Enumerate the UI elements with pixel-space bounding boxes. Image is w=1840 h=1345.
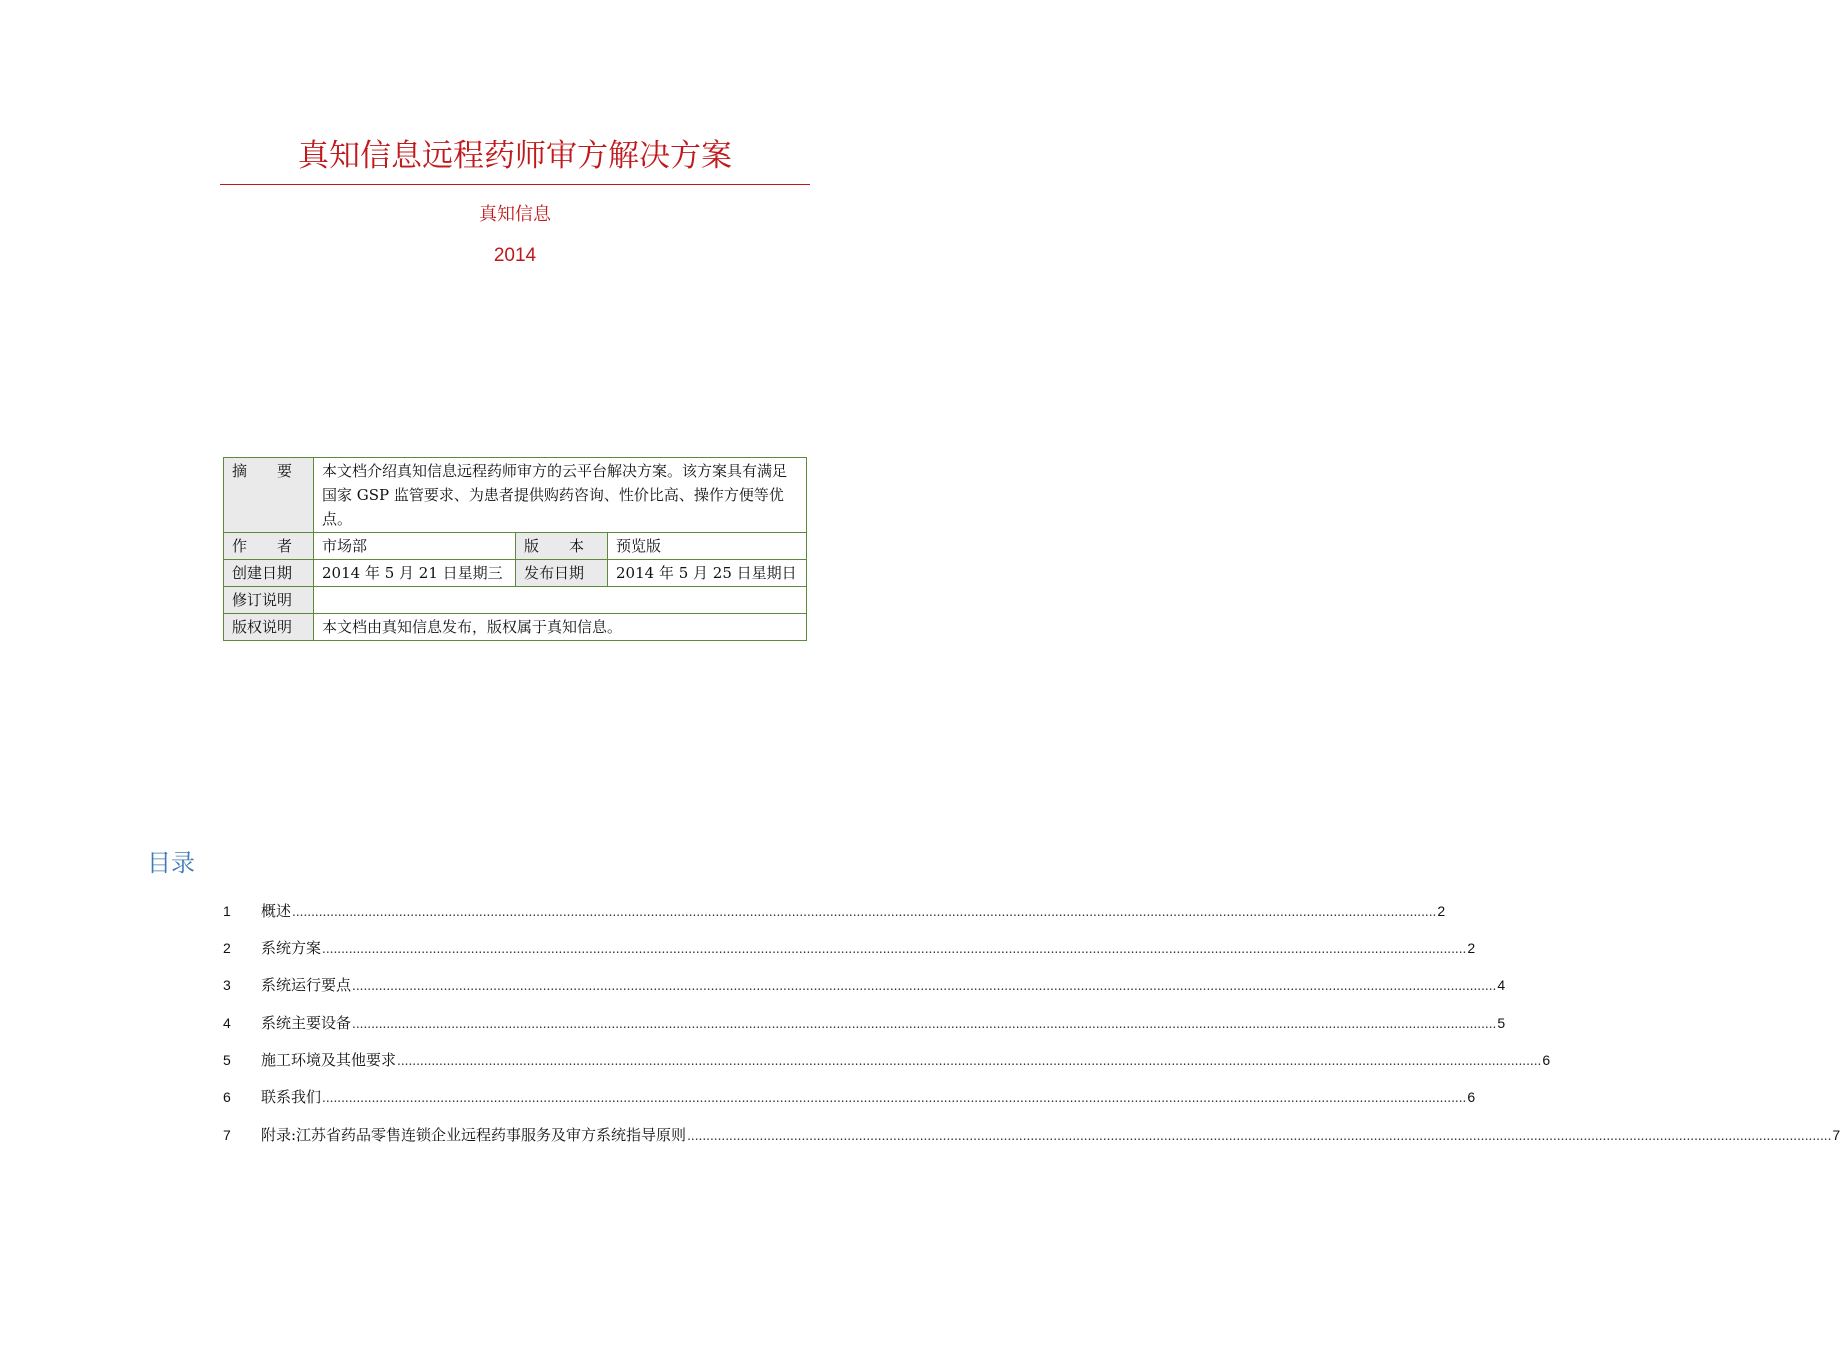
toc-entry[interactable]: [223, 1124, 1840, 1146]
toc-entry-title: 联系我们: [261, 1088, 322, 1106]
toc-entry-page: 5: [1497, 1015, 1506, 1031]
toc-entry-page: 2: [1467, 940, 1476, 956]
toc-entry-number: 1: [223, 903, 231, 919]
title-divider: [220, 184, 810, 185]
toc-entry-page: 7: [1832, 1127, 1840, 1143]
author-value: 市场部: [314, 533, 516, 560]
document-title: 真知信息远程药师审方解决方案: [298, 138, 732, 174]
toc-entry[interactable]: [223, 900, 1446, 922]
toc-entry-number: 6: [223, 1089, 231, 1105]
toc-entry-page: 2: [1437, 903, 1446, 919]
company-name: 真知信息: [479, 204, 551, 225]
revision-label: 修订说明: [224, 587, 314, 614]
toc-entry-number: 5: [223, 1052, 231, 1068]
revision-row: [224, 587, 807, 614]
toc-entry-number: 4: [223, 1015, 231, 1031]
document-year: 2014: [493, 245, 537, 266]
toc-entry-title: 附录:江苏省药品零售连锁企业远程药事服务及审方系统指导原则: [261, 1126, 687, 1144]
toc-entry-page: 6: [1542, 1052, 1551, 1068]
toc-entry-title: 系统运行要点: [261, 976, 352, 994]
toc-entry-page: 4: [1497, 977, 1506, 993]
toc-entry[interactable]: [223, 937, 1476, 959]
toc-heading: 目录: [147, 849, 195, 877]
author-label: 作 者: [224, 533, 314, 560]
summary-text: 本文档介绍真知信息远程药师审方的云平台解决方案。该方案具有满足国家 GSP 监管要求、为患者提供购药咨询、性价比高、操作方便等优点。: [314, 458, 807, 533]
copyright-value: 本文档由真知信息发布，版权属于真知信息。: [314, 614, 807, 641]
author-row: [224, 533, 807, 560]
toc-entry-page: 6: [1467, 1089, 1476, 1105]
toc-entry[interactable]: [223, 1086, 1476, 1108]
toc-entry[interactable]: [223, 1012, 1506, 1034]
toc-leader-dots: ............................................................................................................................................................................................................................................................................................................: [322, 1091, 1467, 1105]
toc-entry-title: 概述: [261, 902, 292, 920]
toc-leader-dots: ............................................................................................................................................................................................................................................................................................................: [352, 1017, 1497, 1031]
document-info-table: [223, 457, 807, 641]
toc-leader-dots: ............................................................................................................................................................................................................................................................................................................: [322, 942, 1467, 956]
created-date-label: 创建日期: [224, 560, 314, 587]
toc-entry-title: 系统方案: [261, 939, 322, 957]
toc-leader-dots: ............................................................................................................................................................................................................................................................................................................: [687, 1129, 1832, 1143]
toc-leader-dots: ............................................................................................................................................................................................................................................................................................................: [397, 1054, 1542, 1068]
created-date-value: 2014 年 5 月 21 日星期三: [314, 560, 516, 587]
published-date-label: 发布日期: [516, 560, 608, 587]
toc-entry-number: 2: [223, 940, 231, 956]
version-value: 预览版: [608, 533, 807, 560]
summary-label: 摘 要: [224, 458, 314, 533]
revision-value: [314, 587, 807, 614]
toc-leader-dots: ............................................................................................................................................................................................................................................................................................................: [352, 979, 1497, 993]
toc-entry-title: 系统主要设备: [261, 1014, 352, 1032]
toc-entry-number: 7: [223, 1127, 231, 1143]
published-date-value: 2014 年 5 月 25 日星期日: [608, 560, 807, 587]
toc-entry[interactable]: [223, 974, 1506, 996]
toc-entry[interactable]: [223, 1049, 1551, 1071]
toc-leader-dots: ............................................................................................................................................................................................................................................................................................................: [292, 905, 1437, 919]
date-row: [224, 560, 807, 587]
version-label: 版 本: [516, 533, 608, 560]
toc-entry-title: 施工环境及其他要求: [261, 1051, 397, 1069]
copyright-row: [224, 614, 807, 641]
summary-row: [224, 458, 807, 533]
copyright-label: 版权说明: [224, 614, 314, 641]
toc-entry-number: 3: [223, 977, 231, 993]
